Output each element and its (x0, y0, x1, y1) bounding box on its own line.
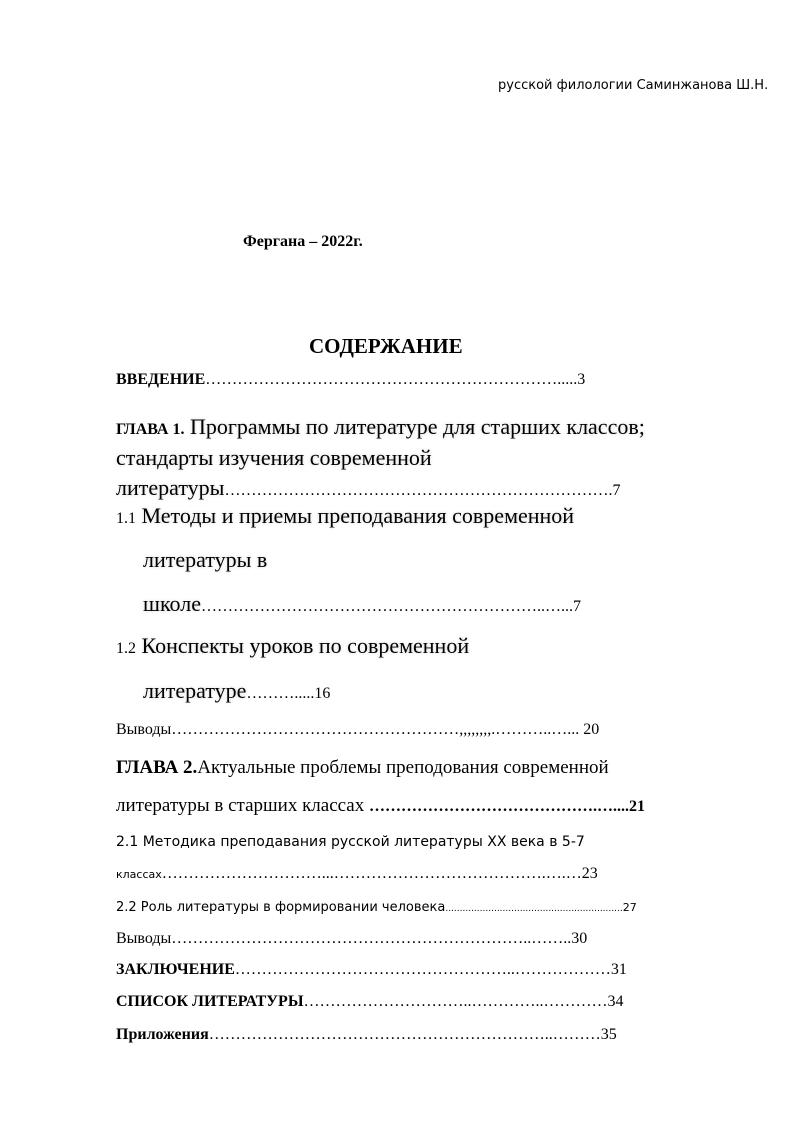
toc-leader-dots: ………..... (246, 685, 315, 702)
toc-leader-dots: ………………………………………………………..…... (200, 598, 573, 615)
toc-entry-chapter1 (116, 414, 645, 440)
toc-entry-label: 2.2 Роль литературы в формировании человека (116, 900, 446, 915)
toc-leader-dots: …………………………...………………………………….….… (161, 865, 582, 882)
chapter-title-line: Актуальные проблемы преподования современной (197, 757, 609, 778)
chapter-prefix: ГЛАВА 2. (116, 757, 198, 778)
toc-entry-appendix (116, 1026, 617, 1044)
toc-entry-references (116, 993, 624, 1011)
toc-entry-conclusions2 (116, 930, 587, 948)
toc-title: СОДЕРЖАНИЕ (309, 334, 463, 358)
section-title-line: Конспекты уроков по современной (141, 633, 470, 658)
toc-entry-conclusion (116, 961, 627, 979)
chapter-title-line: литературы в старших классах (116, 795, 365, 816)
toc-page-number: 30 (571, 930, 588, 947)
toc-leader-dots: ……………………………………………..……………… (234, 961, 611, 978)
toc-page-number: 35 (600, 1026, 617, 1043)
chapter-title-line: стандарты изучения современной (116, 445, 432, 470)
toc-page-number: 7 (612, 482, 621, 499)
toc-leader-dots: .............................................................. (445, 904, 623, 914)
toc-entry-intro (116, 371, 585, 389)
toc-page-number: 27 (622, 901, 637, 914)
toc-page-number: 3 (577, 371, 586, 388)
section-title-line: литературы в (143, 547, 268, 572)
toc-page-number: 34 (607, 993, 624, 1010)
section-title-line: классах (116, 868, 162, 881)
chapter-prefix: ГЛАВА 1. (116, 421, 185, 438)
toc-page-number: 16 (314, 685, 331, 702)
section-number: 1.2 (116, 640, 136, 657)
toc-page-number: 21 (629, 798, 645, 815)
toc-entry-section1-2-end (143, 678, 330, 704)
chapter-title-line: Программы по литературе для старших классов; (189, 414, 645, 439)
toc-entry-label: Выводы (116, 930, 172, 947)
toc-entry-label: Выводы (116, 721, 172, 738)
toc-entry-section2-1-end (116, 865, 598, 883)
toc-page-number: 31 (610, 961, 627, 978)
toc-entry-label: ЗАКЛЮЧЕНИЕ (116, 961, 235, 978)
toc-entry-chapter1-end (116, 475, 620, 501)
toc-leader-dots: …………………………..…………..………… (303, 993, 608, 1010)
toc-leader-dots: ………………………………………………………..……… (208, 1026, 601, 1043)
toc-entry-section2-2 (116, 900, 637, 915)
place-date: Фергана – 2022г. (243, 233, 363, 250)
toc-entry-section1-1 (116, 503, 574, 529)
toc-entry-chapter2 (116, 757, 609, 779)
toc-entry-label: Приложения (116, 1026, 209, 1043)
toc-page-number: 23 (581, 865, 598, 882)
toc-leader-dots: …………………………………….….... (369, 798, 629, 815)
toc-leader-dots: ………………………………………………,,,,,,,,.………..…... (171, 721, 580, 738)
toc-entry-conclusions1 (116, 721, 599, 739)
author-line: русской филологии Саминжанова Ш.Н. (498, 78, 769, 93)
section-title-line: Методы и приемы преподавания современной (141, 503, 575, 528)
toc-entry-section1-2 (116, 633, 469, 659)
section-number: 1.1 (116, 510, 136, 527)
toc-page-number: 20 (583, 721, 600, 738)
toc-leader-dots: …………………………………………………………..…….. (171, 930, 572, 947)
toc-entry-label: СПИСОК ЛИТЕРАТУРЫ (116, 993, 304, 1010)
section-title-line: литературе (143, 678, 247, 703)
section-title-line: школе (143, 591, 201, 616)
section-title-line: 2.1 Методика преподавания русской литературы XX века в 5-7 (116, 834, 585, 850)
toc-page-number: 7 (572, 598, 581, 615)
chapter-title-line: литературы (116, 475, 225, 500)
toc-entry-chapter2-end (116, 795, 645, 817)
toc-leader-dots: …………………………………………………………..... (205, 371, 578, 388)
toc-entry-label: ВВЕДЕНИЕ (116, 371, 206, 388)
toc-leader-dots: ………………………………………………………………. (224, 482, 613, 499)
toc-entry-section1-1-end (143, 591, 581, 617)
